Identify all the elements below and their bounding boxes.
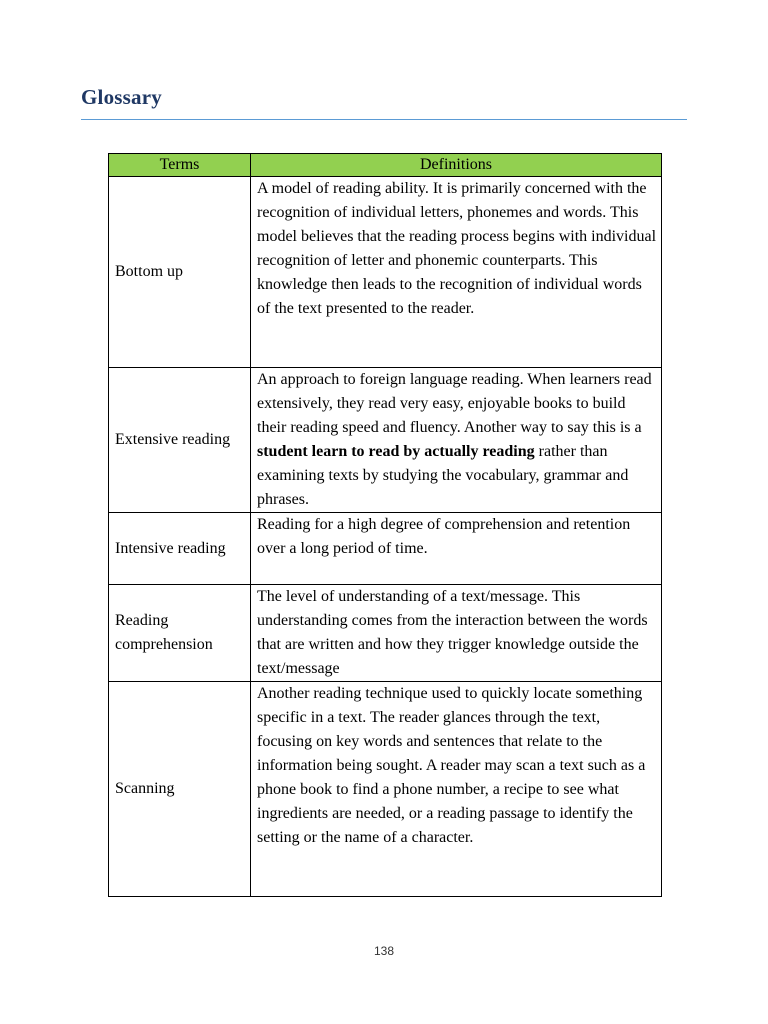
- term-cell: Scanning: [109, 682, 251, 897]
- term-cell: Extensive reading: [109, 368, 251, 513]
- table-row: [109, 682, 662, 897]
- term-cell: Bottom up: [109, 177, 251, 368]
- definition-emphasis: student learn to read by actually reading: [257, 443, 535, 460]
- definition-cell: [251, 368, 662, 513]
- title-divider: [81, 119, 687, 120]
- definition-cell: The level of understanding of a text/message. This understanding comes from the interaction between the words that are written and how they trigger knowledge outside the text/message: [251, 585, 662, 682]
- term-cell: Reading comprehension: [109, 585, 251, 682]
- definition-text: rather than examining texts by studying the vocabulary, grammar and phrases.: [257, 443, 629, 508]
- glossary-table: [108, 153, 662, 897]
- table-row: [109, 513, 662, 585]
- table-row: [109, 177, 662, 368]
- column-header-definitions: Definitions: [251, 154, 662, 177]
- page-title: Glossary: [81, 85, 162, 109]
- table-row: [109, 368, 662, 513]
- definition-cell: Reading for a high degree of comprehension and retention over a long period of time.: [251, 513, 662, 585]
- column-header-terms: Terms: [109, 154, 251, 177]
- table-row: [109, 585, 662, 682]
- definition-cell: A model of reading ability. It is primarily concerned with the recognition of individual letters, phonemes and words. This model believes that the reading process begins with individual recognition of letter and phonemic counterparts. This knowledge then leads to the recognition of individual words of the text presented to the reader.: [251, 177, 662, 368]
- term-cell: Intensive reading: [109, 513, 251, 585]
- table-header-row: [109, 154, 662, 177]
- definition-text: An approach to foreign language reading. When learners read extensively, they read very easy, enjoyable books to build their reading speed and fluency. Another way to say this is a: [257, 371, 652, 436]
- page-number: 138: [373, 944, 395, 958]
- definition-cell: Another reading technique used to quickly locate something specific in a text. The reader glances through the text, focusing on key words and sentences that relate to the information being sought. A reader may scan a text such as a phone book to find a phone number, a recipe to see what ingredients are needed, or a reading passage to identify the setting or the name of a character.: [251, 682, 662, 897]
